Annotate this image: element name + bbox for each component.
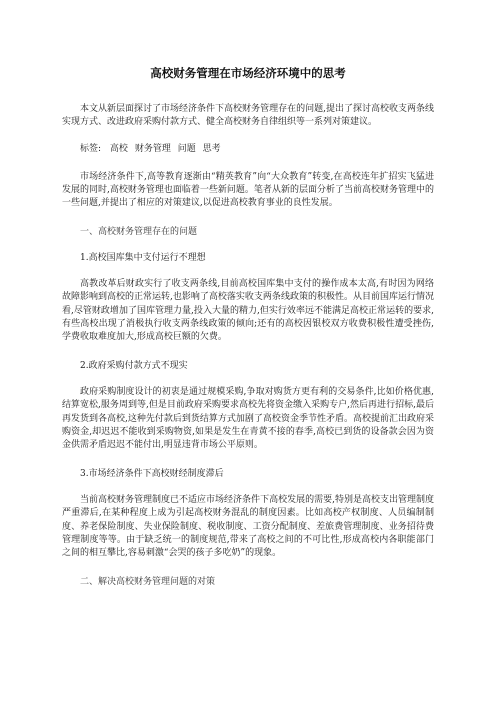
abstract-paragraph: 本文从新层面探讨了市场经济条件下高校财务管理存在的问题,提出了探讨高校收支两条线实现方式、改进政府采购付款方式、健全高校财务自律组织等一系列对策建议。: [62, 103, 434, 128]
section-heading: 一、高校财务管理存在的问题: [80, 227, 198, 238]
document-title: 高校财务管理在市场经济环境中的思考: [150, 66, 346, 80]
body-paragraph: 政府采购制度设计的初衷是通过规模采购,争取对购货方更有利的交易条件,比如价格优惠,结算宽松,服务周到等,但是目前政府采购要求高校先将资金缴入采购专户,然后再进行招标,最后再发货到各高校,这种先付款后到货结算方式加剧了高校资金季节性矛盾。高校提前汇出政府采购资金,却迟迟不能收到采购物资,如果是发生在青黄不接的春季,高校已到货的设备款会因为资金供需矛盾迟迟不能付出,明显违背市场公平原则。: [62, 387, 434, 450]
keywords-label: 标签:: [80, 144, 102, 155]
subsection-title: 2.政府采购付款方式不现实: [80, 361, 188, 372]
keyword-tag: 问题: [177, 144, 196, 155]
section-heading: 二、解决高校财务管理问题的对策: [80, 577, 216, 588]
body-paragraph: 当前高校财务管理制度已不适应市场经济条件下高校发展的需要,特别是高校支出管理制度严重滞后,在某种程度上成为引起高校财务混乱的制度因素。比如高校产权制度、人员编制制度、养老保险制度、失业保险制度、税收制度、工资分配制度、差旅费管理制度、业务招待费管理制度等等。由于缺乏统一的制度规范,带来了高校之间的不可比性,形成高校内各职能部门之间的相互攀比,容易刺激“会哭的孩子多吃奶”的现象。: [62, 495, 434, 558]
keyword-tag: 财务管理: [134, 144, 171, 155]
body-paragraph: 高教改革后财政实行了收支两条线,目前高校国库集中支付的操作成本太高,有时因为网络故障影响到高校的正常运转,也影响了高校落实收支两条线政策的积极性。从目前国库运行情况看,尽管财政增加了国库管理力量,投入大量的精力,但实行效率远不能满足高校正常运转的要求,有些高校出现了消极执行收支两条线政策的倾向;还有的高校因银校双方收费积极性遭受挫伤,学费收取难度加大,形成高校巨额的欠费。: [62, 279, 434, 342]
keywords-line: [62, 143, 434, 156]
keyword-tag: 思考: [202, 144, 221, 155]
subsection-title: 3.市场经济条件下高校财经制度滞后: [80, 469, 224, 480]
keyword-tag: 高校: [109, 144, 128, 155]
subsection-title: 1.高校国库集中支付运行不理想: [80, 253, 206, 264]
intro-paragraph: 市场经济条件下,高等教育逐渐由“精英教育”向“大众教育”转变,在高校连年扩招实飞猛进发展的同时,高校财务管理也面临着一些新问题。笔者从新的层面分析了当前高校财务管理中的一些问题,并提出了相应的对策建议,以促进高校教育事业的良性发展。: [62, 171, 434, 208]
